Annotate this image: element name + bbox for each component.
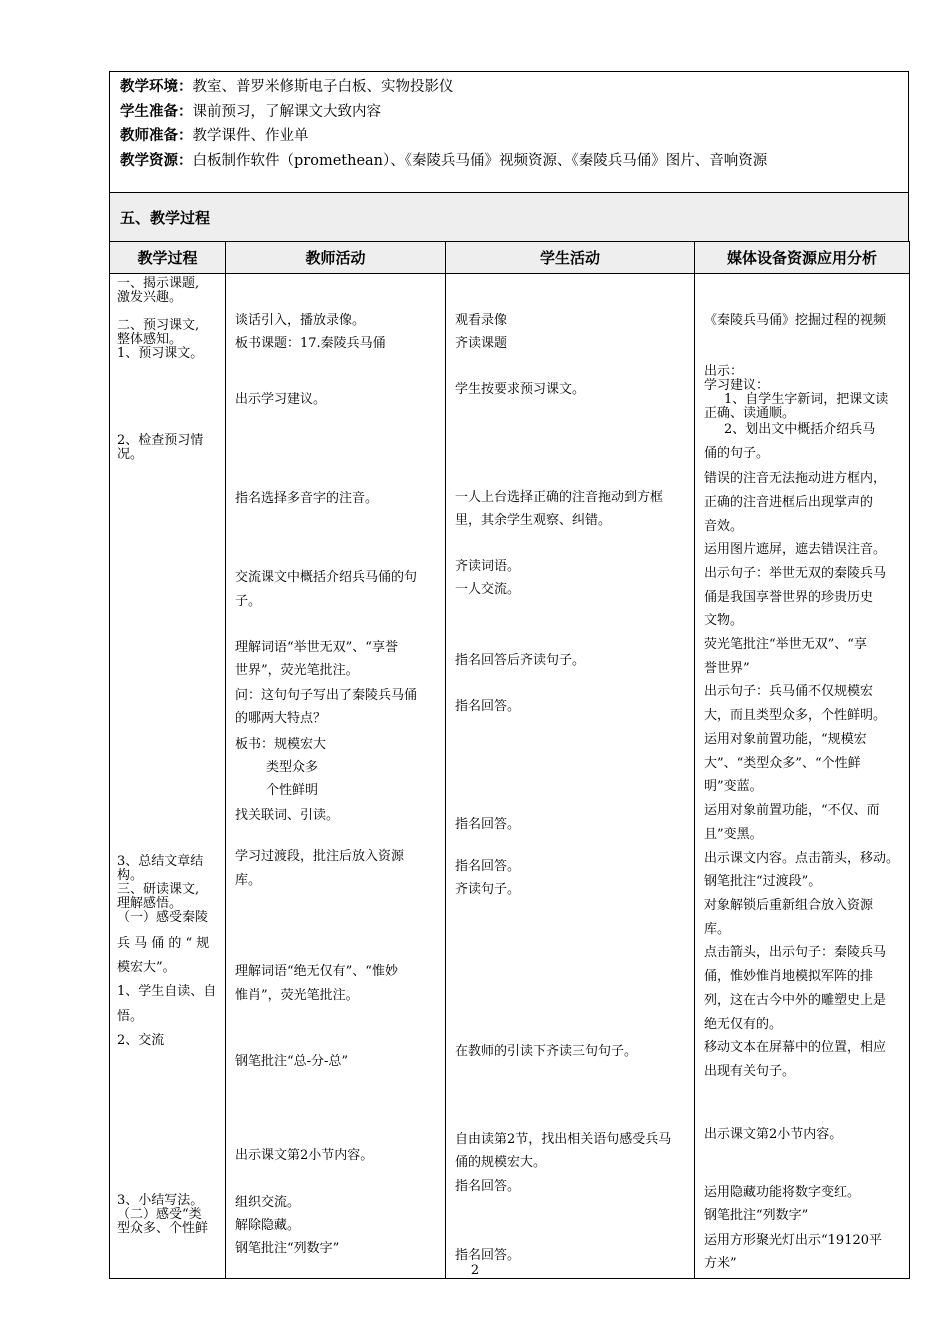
cell-line: 出示学习建议。: [235, 392, 327, 407]
cell-line: 齐读句子。: [455, 882, 521, 897]
cell-line: 出示课文第2小节内容。: [704, 1127, 843, 1142]
cell-line: 学习建议：: [704, 378, 770, 393]
cell-line: 1、预习课文。: [117, 346, 204, 361]
cell-line: 正确、读通顺。: [704, 406, 796, 421]
cell-line: 俑的句子。: [704, 446, 770, 461]
cell-line: 库。: [704, 922, 731, 937]
cell-line: 况。: [117, 447, 144, 462]
cell-line: 二、预习课文,: [117, 318, 200, 333]
cell-line: 出示课文内容。点击箭头，移动。: [704, 851, 900, 866]
cell-line: 出现有关句子。: [704, 1064, 796, 1079]
teaching-environment-box: [109, 71, 909, 193]
cell-line: 出示句子：举世无双的秦陵兵马: [704, 566, 887, 581]
cell-line: 构。: [117, 868, 144, 883]
cell-line: 大”、“类型众多”、“个性鲜: [704, 756, 861, 771]
cell-line: 错误的注音无法拖动进方框内，: [704, 471, 887, 486]
cell-line: 指名选择多音字的注音。: [235, 491, 379, 506]
cell-line: 齐读课题: [455, 336, 508, 351]
cell-line: 1、自学生字新词，把课文读: [724, 392, 889, 407]
cell-line: 解除隐藏。: [235, 1218, 301, 1233]
cell-line: 激发兴趣。: [117, 290, 183, 305]
cell-line: 钢笔批注“列数字”: [235, 1241, 340, 1256]
cell-line: 指名回答。: [455, 859, 521, 874]
env-line-student-prep: 学生准备：课前预习，了解课文大致内容: [120, 102, 381, 120]
cell-line: 学生按要求预习课文。: [455, 382, 586, 397]
cell-line: 2、检查预习情: [117, 433, 204, 448]
cell-line: 学习过渡段，批注后放入资源: [235, 849, 405, 864]
cell-line: 指名回答。: [455, 1248, 521, 1263]
env-line-resources: 教学资源：白板制作软件（promethean）、《秦陵兵马俑》视频资源、《秦陵兵马俑》图片、音响资源: [120, 151, 768, 169]
cell-line: 齐读词语。: [455, 559, 521, 574]
cell-line: 文物。: [704, 613, 744, 628]
cell-line: 自由读第2节，找出相关语句感受兵马: [455, 1132, 672, 1147]
page-number: 2: [470, 1263, 480, 1278]
cell-line: 理解词语“举世无双”、“享誉: [235, 640, 398, 655]
cell-line: 谈话引入，播放录像。: [235, 313, 366, 328]
cell-line: 出示句子：兵马俑不仅规模宏: [704, 684, 874, 699]
cell-line: 观看录像: [455, 313, 508, 328]
cell-line: 出示：: [704, 364, 744, 379]
cell-line: 钢笔批注“列数字”: [704, 1208, 809, 1223]
cell-line: 惟肖”，荧光笔批注。: [235, 988, 359, 1003]
cell-line: 明”变蓝。: [704, 779, 763, 794]
cell-line: 世界”，荧光笔批注。: [235, 663, 359, 678]
process-cell: [110, 274, 226, 1279]
teacher-activity-cell: [226, 274, 446, 1279]
cell-line: 一人上台选择正确的注音拖动到方框: [455, 490, 664, 505]
cell-line: 运用隐藏功能将数字变红。: [704, 1185, 861, 1200]
cell-line: 找关联词、引读。: [235, 808, 340, 823]
table-row: [110, 274, 910, 1279]
media-analysis-cell: [695, 274, 910, 1279]
cell-line: 荧光笔批注“举世无双”、“享: [704, 637, 867, 652]
cell-line: 运用图片遮屏，遮去错误注音。: [704, 542, 887, 557]
cell-line: 类型众多: [266, 760, 319, 775]
cell-line: 点击箭头，出示句子：秦陵兵马: [704, 945, 887, 960]
section-title: 五、教学过程: [109, 192, 909, 242]
cell-line: （二）感受“类: [117, 1207, 202, 1222]
cell-line: 理解感悟。: [117, 896, 183, 911]
cell-line: 悟。: [117, 1009, 144, 1024]
cell-line: 音效。: [704, 519, 744, 534]
cell-line: 钢笔批注“总-分-总”: [235, 1054, 349, 1069]
cell-line: 3、总结文章结: [117, 854, 204, 869]
cell-line: 列，这在古今中外的雕塑史上是: [704, 993, 887, 1008]
cell-line: 3、小结写法。: [117, 1193, 204, 1208]
cell-line: 誉世界”: [704, 661, 750, 676]
cell-line: 运用方形聚光灯出示“19120平: [704, 1233, 883, 1248]
header-media: 媒体设备资源应用分析: [695, 242, 910, 274]
env-line-environment: 教学环境：教室、普罗米修斯电子白板、实物投影仪: [120, 78, 454, 95]
cell-line: 俑是我国享誉世界的珍贵历史: [704, 590, 874, 605]
cell-line: 绝无仅有的。: [704, 1017, 783, 1032]
cell-line: 钢笔批注“过渡段”。: [704, 874, 822, 889]
cell-line: 且”变黑。: [704, 827, 763, 842]
cell-line: 模宏大”。: [117, 960, 176, 975]
cell-line: （一）感受秦陵: [117, 910, 209, 925]
cell-line: 指名回答。: [455, 699, 521, 714]
cell-line: 1、学生自读、自: [117, 984, 217, 999]
env-line-teacher-prep: 教师准备：教学课件、作业单: [120, 127, 309, 144]
table-header-row: [110, 242, 910, 274]
cell-line: 板书：规模宏大: [235, 737, 327, 752]
cell-line: 在教师的引读下齐读三句句子。: [455, 1044, 638, 1059]
cell-line: 兵 马 俑 的 “ 规: [117, 936, 210, 951]
header-process: 教学过程: [110, 242, 226, 274]
cell-line: 指名回答。: [455, 817, 521, 832]
cell-line: 指名回答。: [455, 1179, 521, 1194]
cell-line: 大，而且类型众多，个性鲜明。: [704, 708, 887, 723]
cell-line: 2、交流: [117, 1033, 165, 1048]
cell-line: 2、划出文中概括介绍兵马: [724, 422, 876, 437]
cell-line: 子。: [235, 594, 262, 609]
cell-line: 俑，惟妙惟肖地模拟军阵的排: [704, 969, 874, 984]
cell-line: 的哪两大特点？: [235, 711, 327, 726]
cell-line: 俑的规模宏大。: [455, 1155, 547, 1170]
student-activity-cell: [446, 274, 695, 1279]
teaching-process-table: [109, 241, 910, 1279]
header-teacher: 教师活动: [226, 242, 446, 274]
cell-line: 交流课文中概括介绍兵马俑的句: [235, 570, 418, 585]
cell-line: 里，其余学生观察、纠错。: [455, 513, 612, 528]
cell-line: 库。: [235, 873, 262, 888]
cell-line: 运用对象前置功能，“不仅、而: [704, 803, 880, 818]
cell-line: 理解词语“绝无仅有”、“惟妙: [235, 964, 398, 979]
cell-line: 组织交流。: [235, 1195, 301, 1210]
cell-line: 个性鲜明: [266, 783, 319, 798]
cell-line: 对象解锁后重新组合放入资源: [704, 898, 874, 913]
cell-line: 方米”: [704, 1256, 737, 1271]
cell-line: 三、研读课文,: [117, 882, 200, 897]
cell-line: 移动文本在屏幕中的位置，相应: [704, 1040, 887, 1055]
cell-line: 整体感知。: [117, 332, 183, 347]
cell-line: 一、揭示课题,: [117, 276, 200, 291]
cell-line: 正确的注音进框后出现掌声的: [704, 495, 874, 510]
cell-line: 《秦陵兵马俑》挖掘过程的视频: [704, 313, 887, 328]
cell-line: 指名回答后齐读句子。: [455, 653, 586, 668]
cell-line: 出示课文第2小节内容。: [235, 1148, 374, 1163]
cell-line: 问：这句句子写出了秦陵兵马俑: [235, 688, 418, 703]
cell-line: 一人交流。: [455, 582, 521, 597]
cell-line: 运用对象前置功能，“规模宏: [704, 732, 867, 747]
cell-line: 板书课题：17.秦陵兵马俑: [235, 336, 386, 351]
cell-line: 型众多、个性鲜: [117, 1221, 209, 1236]
header-student: 学生活动: [446, 242, 695, 274]
